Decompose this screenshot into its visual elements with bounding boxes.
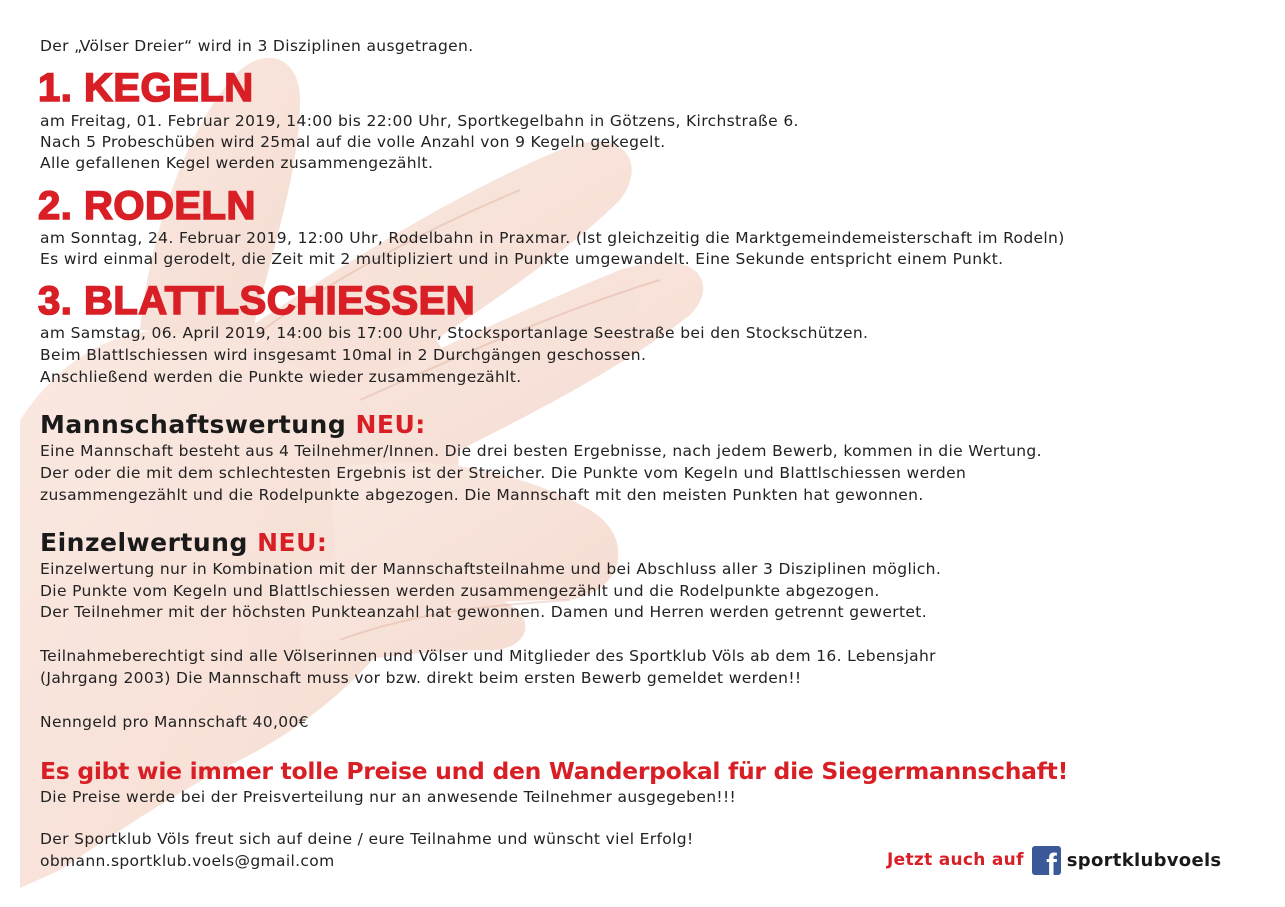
einzel-line-3: Der Teilnehmer mit der höchsten Punkteanzahl hat gewonnen. Damen und Herren werden getrennt gewertet. xyxy=(40,603,927,621)
preise-line: Die Preise werde bei der Preisverteilung nur an anwesende Teilnehmer ausgegeben!!! xyxy=(40,788,737,806)
contact-email[interactable]: obmann.sportklub.voels@gmail.com xyxy=(40,852,335,870)
mannschaft-line-2: Der oder die mit dem schlechtesten Ergebnis ist der Streicher. Die Punkte vom Kegeln und Blattlschiessen werden xyxy=(40,464,967,482)
heading-rodeln: 2. RODELN xyxy=(38,184,256,228)
heading-einzelwertung xyxy=(40,528,327,558)
blattl-line-1: am Samstag, 06. April 2019, 14:00 bis 17:00 Uhr, Stocksportanlage Seestraße bei den Stockschützen. xyxy=(40,324,869,342)
einzel-line-2: Die Punkte vom Kegeln und Blattlschiessen werden zusammengezählt und die Rodelpunkte abgezogen. xyxy=(40,582,880,600)
teilnahme-line-2: (Jahrgang 2003) Die Mannschaft muss vor bzw. direkt beim ersten Bewerb gemeldet werden!! xyxy=(40,669,802,687)
mannschaftswertung-title: Mannschaftswertung xyxy=(40,410,347,439)
mannschaft-line-1: Eine Mannschaft besteht aus 4 Teilnehmer/Innen. Die drei besten Ergebnisse, nach jedem Bewerb, kommen in die Wertung. xyxy=(40,442,1042,460)
facebook-icon[interactable]: f xyxy=(1032,846,1061,875)
facebook-prefix: Jetzt auch auf xyxy=(887,850,1024,870)
kegeln-line-2: Nach 5 Probeschüben wird 25mal auf die volle Anzahl von 9 Kegeln gekegelt. xyxy=(40,133,666,151)
rodeln-line-1: am Sonntag, 24. Februar 2019, 12:00 Uhr, Rodelbahn in Praxmar. (Ist gleichzeitig die Marktgemeindemeisterschaft im Rodeln) xyxy=(40,229,1065,247)
mannschaft-line-3: zusammengezählt und die Rodelpunkte abgezogen. Die Mannschaft mit den meisten Punkten hat gewonnen. xyxy=(40,486,924,504)
blattl-line-3: Anschließend werden die Punkte wieder zusammengezählt. xyxy=(40,368,522,386)
heading-kegeln: 1. KEGELN xyxy=(38,66,254,110)
neu-badge: NEU: xyxy=(355,410,426,439)
blattl-line-2: Beim Blattlschiessen wird insgesamt 10mal in 2 Durchgängen geschossen. xyxy=(40,346,647,364)
einzel-line-1: Einzelwertung nur in Kombination mit der Mannschaftsteilnahme und bei Abschluss aller 3 Disziplinen möglich. xyxy=(40,560,942,578)
rodeln-line-2: Es wird einmal gerodelt, die Zeit mit 2 multipliziert und in Punkte umgewandelt. Eine Sekunde entspricht einem Punkt. xyxy=(40,250,1004,268)
kegeln-line-3: Alle gefallenen Kegel werden zusammengezählt. xyxy=(40,154,434,172)
facebook-promo[interactable] xyxy=(887,845,1221,875)
teilnahme-line-1: Teilnahmeberechtigt sind alle Völserinnen und Völser und Mitglieder des Sportklub Völs ab dem 16. Lebensjahr xyxy=(40,647,936,665)
intro-text: Der „Völser Dreier“ wird in 3 Disziplinen ausgetragen. xyxy=(40,37,474,55)
heading-mannschaftswertung xyxy=(40,410,426,440)
facebook-handle[interactable]: sportklubvoels xyxy=(1066,849,1222,871)
nenngeld-text: Nenngeld pro Mannschaft 40,00€ xyxy=(40,713,309,731)
heading-preise: Es gibt wie immer tolle Preise und den Wanderpokal für die Siegermannschaft! xyxy=(40,757,1068,785)
heading-blattlschiessen: 3. BLATTLSCHIESSEN xyxy=(38,279,476,323)
neu-badge: NEU: xyxy=(257,528,328,557)
einzelwertung-title: Einzelwertung xyxy=(40,528,248,557)
footer-line: Der Sportklub Völs freut sich auf deine / eure Teilnahme und wünscht viel Erfolg! xyxy=(40,830,694,848)
kegeln-line-1: am Freitag, 01. Februar 2019, 14:00 bis 22:00 Uhr, Sportkegelbahn in Götzens, Kirchstraße 6. xyxy=(40,112,799,130)
